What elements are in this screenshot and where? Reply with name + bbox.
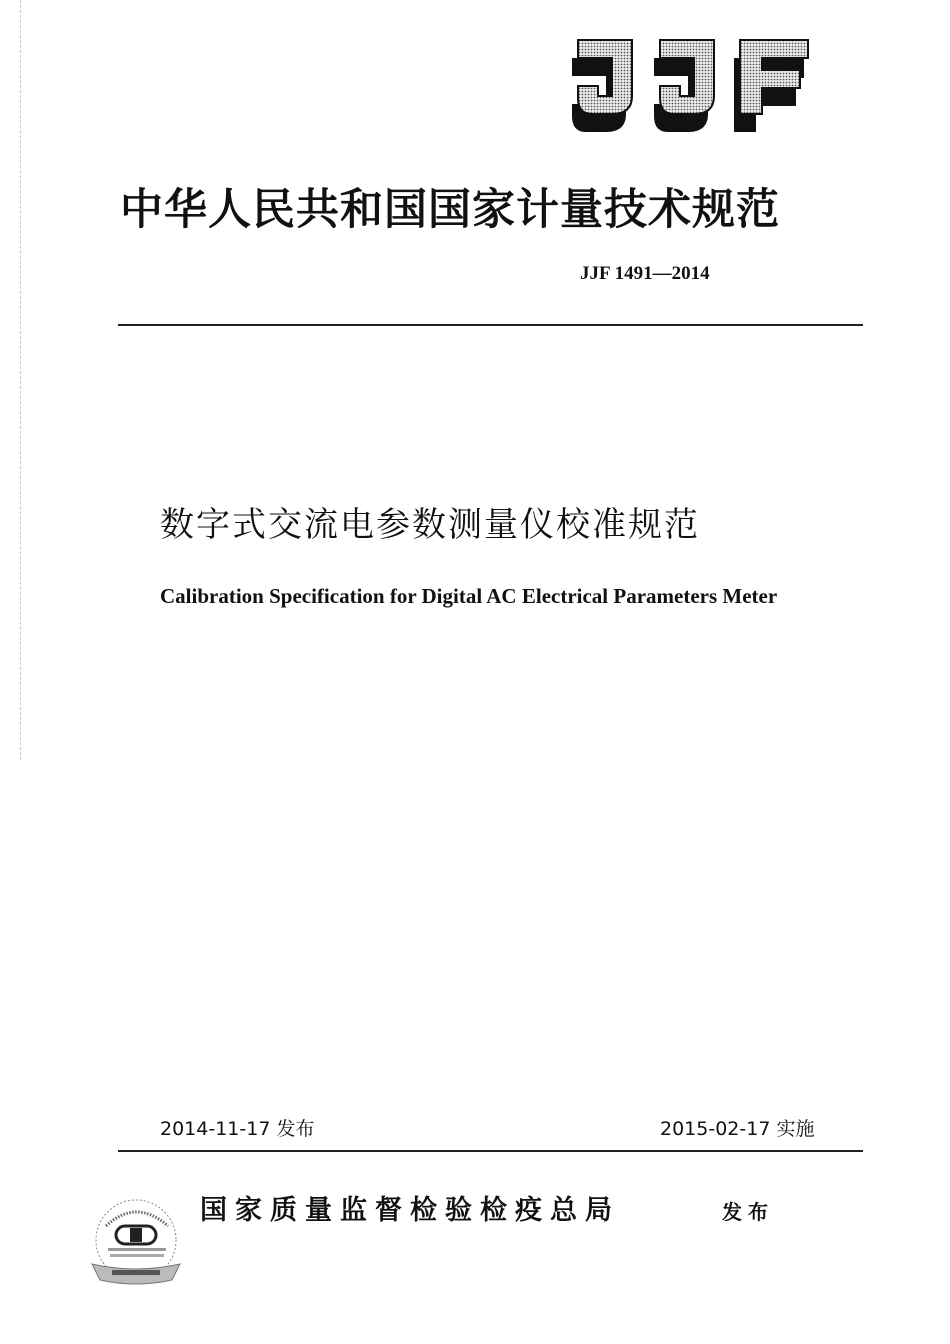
implementation-date: 2015-02-17 实施 bbox=[660, 1118, 815, 1140]
english-title: Calibration Specification for Digital AC Electrical Parameters Meter bbox=[160, 584, 778, 608]
stamp-emblem bbox=[116, 1226, 156, 1244]
top-divider bbox=[118, 324, 863, 326]
logo-letter-f bbox=[734, 40, 808, 132]
publisher-name: 国家质量监督检验检疫总局 bbox=[200, 1195, 620, 1226]
logo-letter-j2 bbox=[654, 40, 714, 132]
chinese-title: 数字式交流电参数测量仪校准规范 bbox=[160, 505, 700, 545]
logo-letter-j1 bbox=[572, 40, 632, 132]
issue-date: 2014-11-17 发布 bbox=[160, 1118, 315, 1140]
standard-code: JJF 1491—2014 bbox=[580, 263, 710, 284]
jjf-logo bbox=[566, 36, 810, 136]
publish-label: 发布 bbox=[722, 1200, 774, 1224]
binding-margin-line bbox=[20, 0, 22, 760]
national-title: 中华人民共和国国家计量技术规范 bbox=[120, 185, 780, 235]
anti-counterfeit-stamp bbox=[86, 1196, 186, 1292]
bottom-divider bbox=[118, 1150, 863, 1152]
